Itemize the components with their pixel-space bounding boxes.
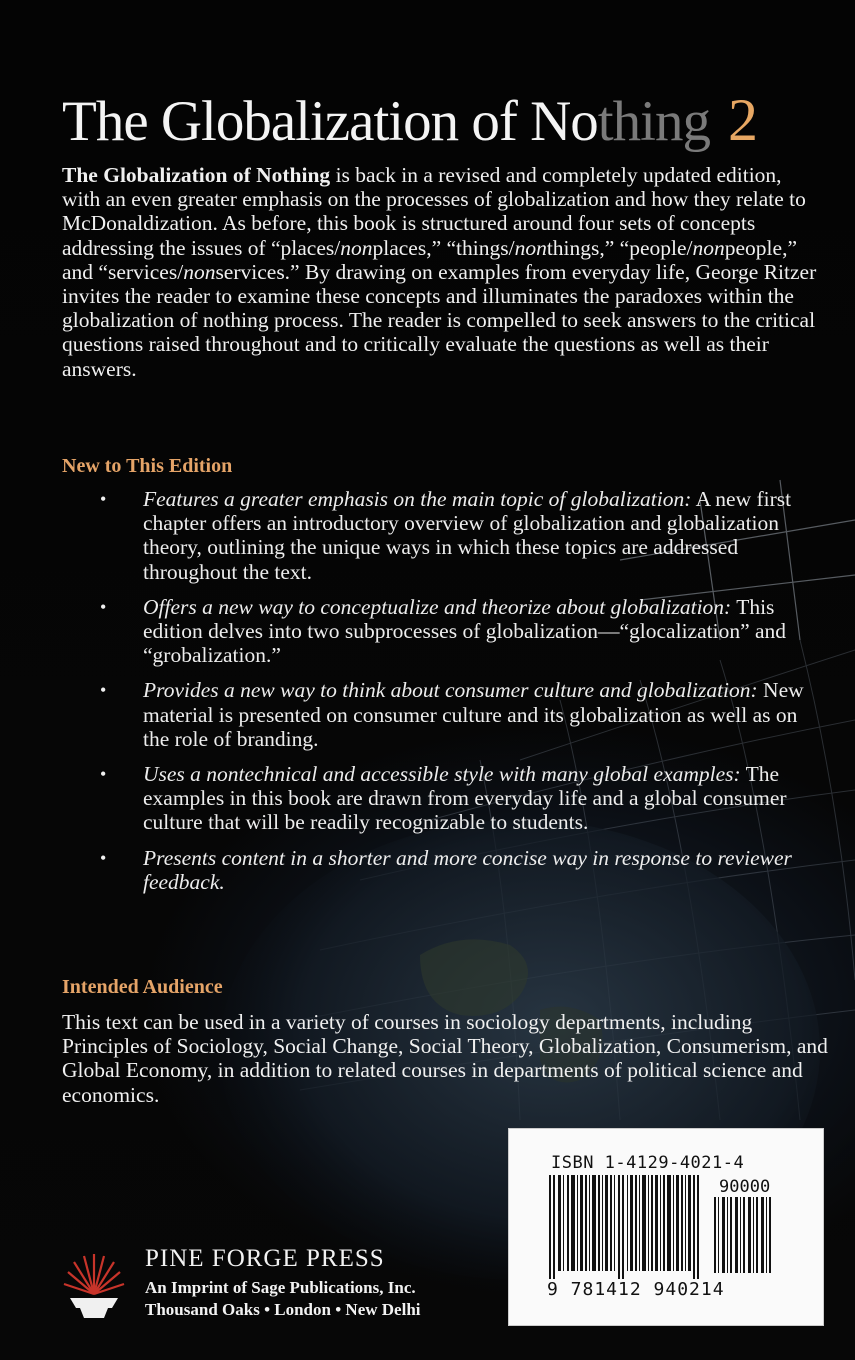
feature-item (100, 845, 808, 894)
bullet-icon: • (100, 596, 107, 617)
feature-lead: Offers a new way to conceptualize and theorize about globalization: (143, 594, 732, 619)
ean-barcode (549, 1175, 709, 1279)
feature-list (100, 487, 808, 905)
isbn-label: ISBN 1-4129-4021-4 (551, 1153, 745, 1173)
feature-lead: Uses a nontechnical and accessible style with many global examples: (143, 762, 741, 787)
intro-book-title: The Globalization of Nothing (62, 163, 331, 187)
publisher-imprint: An Imprint of Sage Publications, Inc. (145, 1278, 416, 1297)
bullet-icon: • (100, 489, 107, 509)
price-code: 90000 (719, 1177, 771, 1197)
feature-item (100, 678, 808, 751)
feature-text: A new first chapter offers an introductory overview of globalization and globalization theory, outlining the unique ways in which these topics are addressed throughout the text. (143, 487, 792, 584)
title-faded-suffix: thing (597, 90, 710, 153)
feature-lead: Presents content in a shorter and more concise way in response to reviewer feedback. (143, 845, 792, 894)
intro-non-3: non (692, 235, 725, 260)
intro-non-2: non (514, 235, 547, 260)
feature-text: New material is presented on consumer culture and its globalization as well as on the role of branding. (143, 678, 804, 751)
title-main: The Globalization of No (62, 90, 598, 153)
intro-text-5: services.” By drawing on examples from everyday life, George Ritzer invites the reader to examine these concepts and illuminates the paradoxes within the globalization of nothing process. The reader is compelled to seek answers to the critical questions raised throughout and to critically evaluate the questions as well as their answers. (62, 259, 817, 381)
audience-paragraph: This text can be used in a variety of courses in sociology departments, including Principles of Sociology, Social Change, Social Theory, Globalization, Consumerism, and Global Economy, in addition to related courses in departments of political science and economics. (62, 1010, 828, 1107)
intro-non-1: non (340, 235, 373, 260)
intro-non-4: non (183, 259, 216, 284)
feature-text: This edition delves into two subprocesses of globalization—“glocalization” and “grobalization.” (143, 594, 787, 668)
feature-text: The examples in this book are drawn from everyday life and a global consumer culture that will be readily recognizable to students. (143, 762, 787, 835)
edition-number: 2 (727, 87, 757, 153)
intro-paragraph (62, 163, 822, 381)
intro-text-1: is back in a revised and completely updated edition, with an even greater emphasis on the processes of globalization and how they relate to McDonaldization. As before, this book is structured around four sets of concepts addressing the issues of “places/ (62, 163, 806, 260)
publisher-name: PINE FORGE PRESS (145, 1245, 385, 1272)
book-title (62, 86, 757, 155)
intro-text-4: people,” and “services/ (62, 235, 797, 284)
feature-item (100, 487, 808, 584)
audience-heading: Intended Audience (62, 976, 223, 998)
pine-forge-logo-icon (60, 1252, 128, 1322)
feature-item (100, 594, 808, 668)
intro-text-2: places,” “things/ (372, 235, 515, 260)
feature-item (100, 762, 808, 835)
isbn-barcode-panel (508, 1128, 824, 1326)
publisher-cities: Thousand Oaks • London • New Delhi (145, 1300, 421, 1319)
bullet-icon: • (100, 847, 107, 868)
feature-lead: Features a greater emphasis on the main topic of globalization: (143, 487, 692, 511)
bullet-icon: • (100, 764, 107, 785)
new-edition-heading: New to This Edition (62, 455, 233, 477)
intro-text-3: things,” “people/ (546, 235, 693, 260)
ean-digits: 9 781412 940214 (547, 1279, 725, 1300)
bullet-icon: • (100, 680, 107, 701)
feature-lead: Provides a new way to think about consumer culture and globalization: (143, 678, 758, 703)
addon-barcode (714, 1197, 774, 1273)
